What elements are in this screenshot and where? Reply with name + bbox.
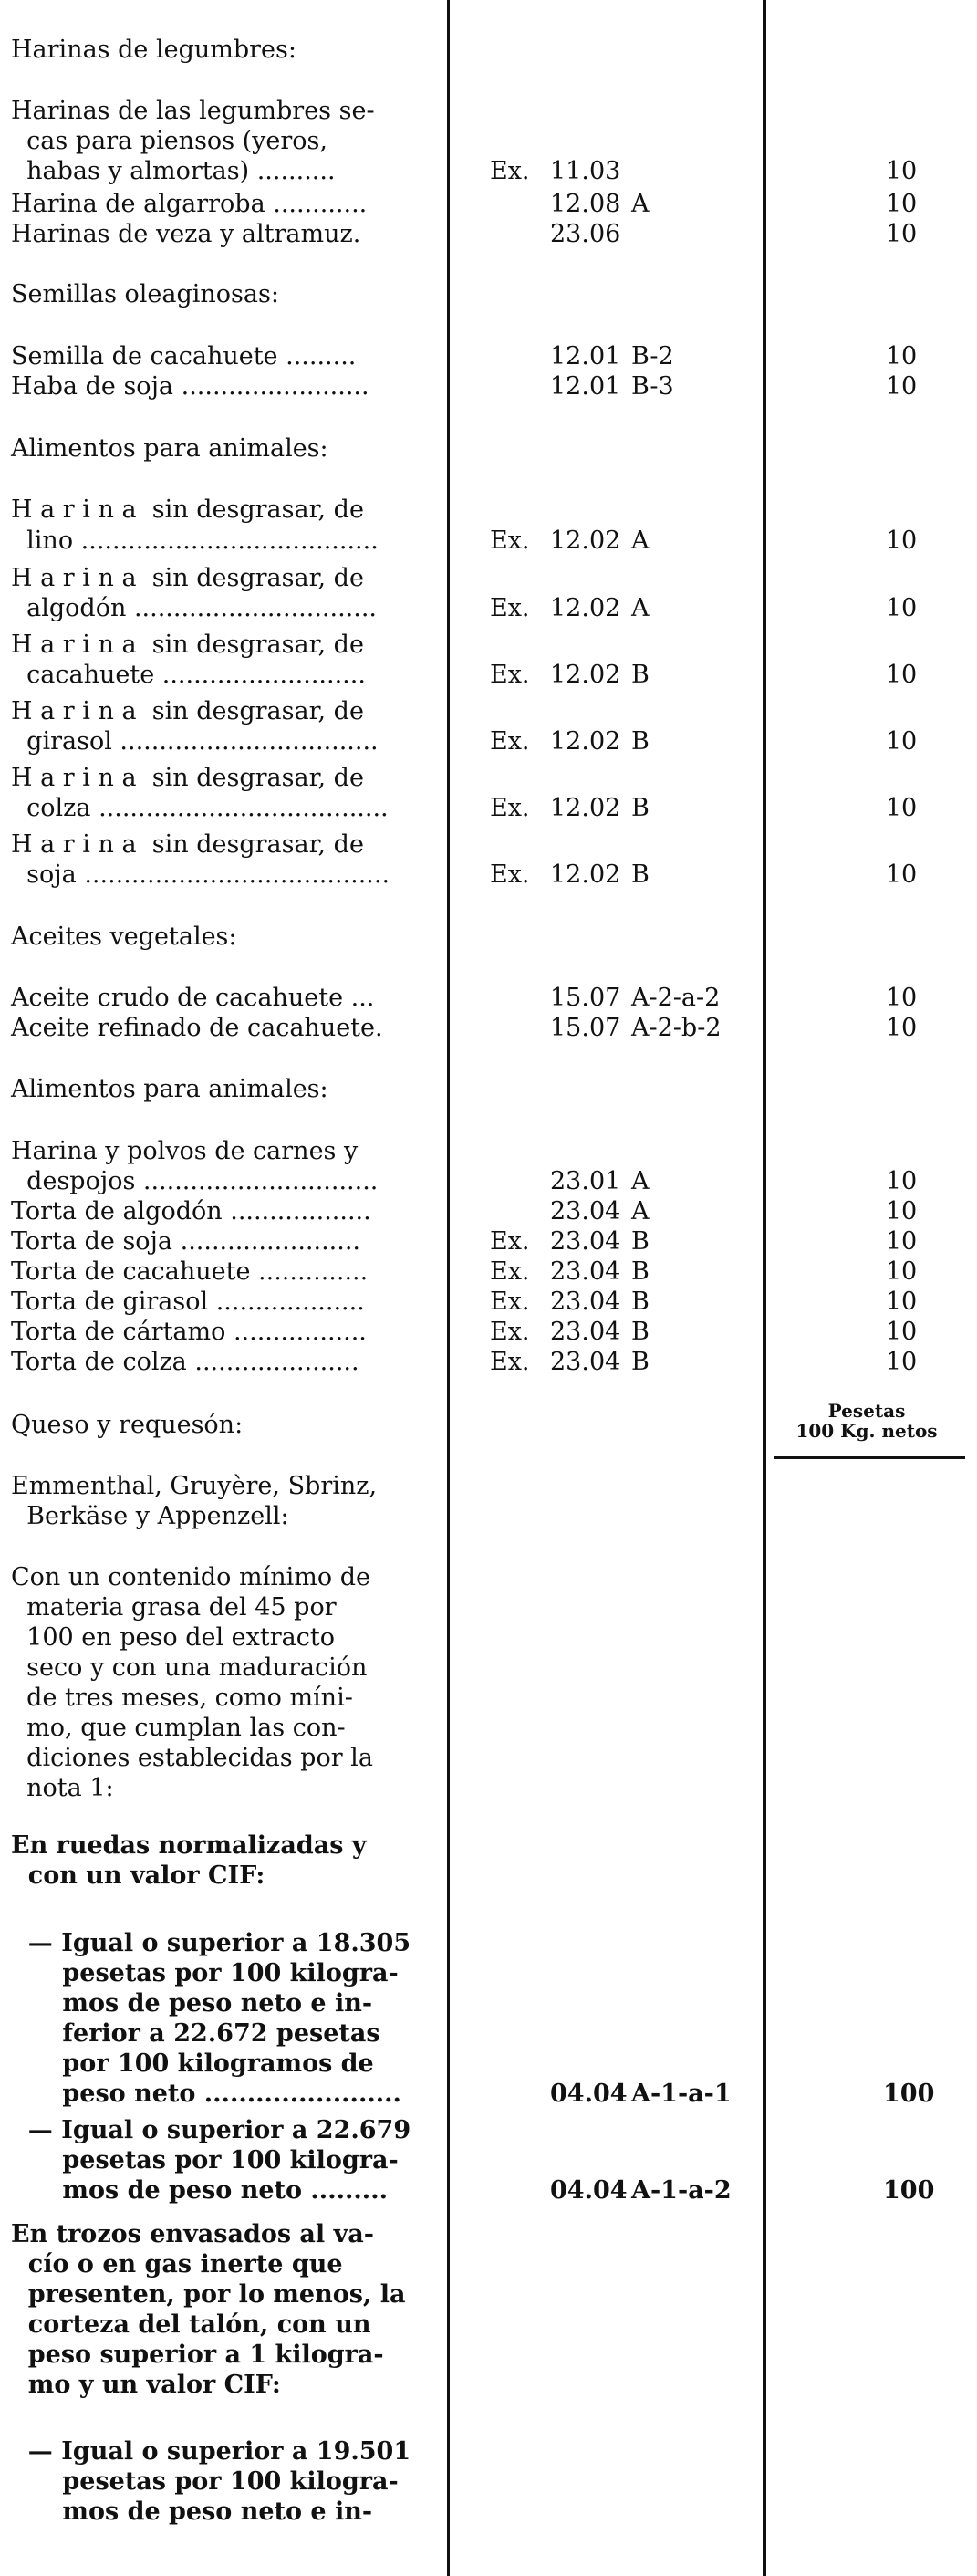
row-description: Emmenthal, Gruyère, Sbrinz, — [11, 1472, 378, 1500]
duty-rate: 10 — [885, 190, 918, 218]
row-description: Alimentos para animales: — [11, 434, 328, 463]
tariff-subcode: A — [631, 527, 650, 555]
row-description: seco y con una maduración — [11, 1653, 368, 1682]
row-description: Harina de algarroba ............ — [11, 190, 368, 218]
row-description: Torta de cártamo ................. — [11, 1318, 367, 1346]
duty-rate: 10 — [885, 1348, 918, 1376]
row-description: de tres meses, como míni- — [11, 1684, 353, 1712]
row-description: Aceite crudo de cacahuete ... — [11, 984, 375, 1012]
duty-rate: 10 — [885, 661, 918, 689]
unit-header-rule — [774, 1456, 965, 1459]
row-description: habas y almortas) .......... — [11, 157, 336, 185]
column-divider-right — [763, 0, 766, 2576]
tariff-subcode: B — [631, 1348, 650, 1376]
duty-rate: 10 — [885, 1197, 918, 1225]
row-description: Haba de soja ........................ — [11, 372, 369, 401]
row-description: peso superior a 1 kilogra- — [11, 2341, 384, 2369]
duty-rate: 10 — [885, 220, 918, 248]
tariff-code: 12.02 — [550, 794, 621, 822]
duty-rate: 10 — [885, 157, 918, 185]
row-description: Semilla de cacahuete ......... — [11, 342, 357, 370]
row-description: En trozos envasados al va- — [11, 2220, 374, 2248]
row-description: ferior a 22.672 pesetas — [11, 2019, 380, 2048]
tariff-subcode: B — [631, 727, 650, 756]
row-description: presenten, por lo menos, la — [11, 2280, 406, 2309]
row-description: H a r i n a sin desgrasar, de — [11, 564, 364, 592]
ex-marker: Ex. — [490, 727, 530, 756]
tariff-subcode: A — [631, 190, 650, 218]
row-description: En ruedas normalizadas y — [11, 1831, 367, 1860]
tariff-code: 12.01 — [550, 372, 621, 401]
duty-rate: 10 — [885, 860, 918, 889]
row-description: algodón ............................... — [11, 594, 378, 622]
tariff-subcode: A-2-b-2 — [631, 1014, 722, 1042]
tariff-subcode: B-3 — [631, 372, 674, 401]
ex-marker: Ex. — [490, 661, 530, 689]
row-description: girasol ................................. — [11, 727, 379, 756]
row-description: Semillas oleaginosas: — [11, 280, 279, 308]
row-description: mo y un valor CIF: — [11, 2371, 281, 2399]
row-description: por 100 kilogramos de — [11, 2049, 374, 2078]
row-description: cacahuete .......................... — [11, 661, 366, 689]
tariff-code: 11.03 — [550, 157, 621, 185]
ex-marker: Ex. — [490, 1288, 530, 1316]
ex-marker: Ex. — [490, 527, 530, 555]
row-description: Harinas de las legumbres se- — [11, 97, 375, 125]
unit-header-line1: Pesetas — [827, 1400, 906, 1422]
row-description: soja ....................................... — [11, 860, 390, 889]
row-description: — Igual o superior a 18.305 — [11, 1929, 411, 1957]
tariff-subcode: B — [631, 661, 650, 689]
tariff-subcode: A — [631, 594, 650, 622]
row-description: colza ..................................... — [11, 794, 389, 822]
row-description: pesetas por 100 kilogra- — [11, 2467, 399, 2496]
tariff-subcode: B — [631, 1288, 650, 1316]
row-description: Torta de soja ....................... — [11, 1227, 361, 1256]
ex-marker: Ex. — [490, 1257, 530, 1286]
row-description: peso neto ....................... — [11, 2080, 401, 2108]
row-description: — Igual o superior a 22.679 — [11, 2116, 411, 2144]
tariff-code: 04.04 — [550, 2080, 628, 2108]
row-description: cío o en gas inerte que — [11, 2250, 343, 2279]
row-description: Torta de algodón .................. — [11, 1197, 371, 1225]
row-description: Queso y requesón: — [11, 1411, 244, 1439]
tariff-code: 12.02 — [550, 860, 621, 889]
row-description: Con un contenido mínimo de — [11, 1563, 370, 1591]
ex-marker: Ex. — [490, 1348, 530, 1376]
ex-marker: Ex. — [490, 1227, 530, 1256]
row-description: Torta de girasol ................... — [11, 1288, 365, 1316]
tariff-code: 12.01 — [550, 342, 621, 370]
row-description: materia grasa del 45 por — [11, 1593, 337, 1622]
tariff-code: 12.02 — [550, 661, 621, 689]
ex-marker: Ex. — [490, 794, 530, 822]
duty-rate: 10 — [885, 594, 918, 622]
row-description: Torta de cacahuete .............. — [11, 1257, 369, 1286]
row-description: 100 en peso del extracto — [11, 1623, 335, 1652]
row-description: H a r i n a sin desgrasar, de — [11, 764, 364, 792]
tariff-subcode: B — [631, 794, 650, 822]
duty-rate: 10 — [885, 727, 918, 756]
ex-marker: Ex. — [490, 157, 530, 185]
row-description: Alimentos para animales: — [11, 1075, 328, 1103]
tariff-code: 15.07 — [550, 1014, 621, 1042]
tariff-code: 23.06 — [550, 220, 621, 248]
row-description: lino ...................................... — [11, 527, 379, 555]
tariff-code: 23.04 — [550, 1197, 621, 1225]
tariff-subcode: B — [631, 860, 650, 889]
column-divider-left — [447, 0, 450, 2576]
tariff-subcode: A — [631, 1167, 650, 1195]
tariff-code: 23.01 — [550, 1167, 621, 1195]
tariff-code: 23.04 — [550, 1288, 621, 1316]
row-description: mo, que cumplan las con- — [11, 1714, 346, 1742]
row-description: H a r i n a sin desgrasar, de — [11, 830, 364, 859]
row-description: H a r i n a sin desgrasar, de — [11, 631, 364, 659]
row-description: nota 1: — [11, 1774, 114, 1802]
tariff-code: 23.04 — [550, 1348, 621, 1376]
tariff-code: 12.02 — [550, 527, 621, 555]
tariff-subcode: B — [631, 1227, 650, 1256]
row-description: con un valor CIF: — [11, 1862, 265, 1890]
row-description: cas para piensos (yeros, — [11, 127, 327, 155]
tariff-subcode: B — [631, 1257, 650, 1286]
duty-rate: 100 — [883, 2080, 935, 2108]
row-description: mos de peso neto ......... — [11, 2176, 388, 2205]
tariff-subcode: A-2-a-2 — [631, 984, 721, 1012]
tariff-code: 15.07 — [550, 984, 621, 1012]
tariff-subcode: A — [631, 1197, 650, 1225]
duty-rate: 10 — [885, 1227, 918, 1256]
row-description: mos de peso neto e in- — [11, 1989, 373, 2018]
tariff-subcode: B — [631, 1318, 650, 1346]
ex-marker: Ex. — [490, 594, 530, 622]
row-description: Berkäse y Appenzell: — [11, 1502, 289, 1530]
tariff-code: 23.04 — [550, 1257, 621, 1286]
duty-rate: 10 — [885, 1167, 918, 1195]
tariff-code: 12.02 — [550, 727, 621, 756]
duty-rate: 10 — [885, 794, 918, 822]
row-description: Torta de colza ..................... — [11, 1348, 359, 1376]
tariff-code: 23.04 — [550, 1227, 621, 1256]
tariff-subcode: B-2 — [631, 342, 674, 370]
row-description: Harinas de legumbres: — [11, 36, 296, 64]
row-description: Aceites vegetales: — [11, 923, 237, 951]
row-description: pesetas por 100 kilogra- — [11, 2146, 399, 2174]
duty-rate: 10 — [885, 1014, 918, 1042]
tariff-code: 12.08 — [550, 190, 621, 218]
row-description: H a r i n a sin desgrasar, de — [11, 697, 364, 725]
row-description: Harinas de veza y altramuz. — [11, 220, 361, 248]
row-description: Harina y polvos de carnes y — [11, 1137, 359, 1165]
duty-rate: 10 — [885, 1257, 918, 1286]
duty-rate: 10 — [885, 1318, 918, 1346]
row-description: corteza del talón, con un — [11, 2310, 371, 2339]
row-description: despojos .............................. — [11, 1167, 379, 1195]
row-description: — Igual o superior a 19.501 — [11, 2437, 411, 2466]
row-description: diciones establecidas por la — [11, 1744, 373, 1772]
tariff-subcode: A-1-a-2 — [631, 2176, 732, 2205]
unit-header-line2: 100 Kg. netos — [795, 1420, 938, 1442]
row-description: H a r i n a sin desgrasar, de — [11, 495, 364, 524]
duty-rate: 10 — [885, 372, 918, 401]
ex-marker: Ex. — [490, 860, 530, 889]
row-description: Aceite refinado de cacahuete. — [11, 1014, 383, 1042]
duty-rate: 10 — [885, 984, 918, 1012]
tariff-code: 23.04 — [550, 1318, 621, 1346]
tariff-code: 04.04 — [550, 2176, 628, 2205]
duty-rate: 10 — [885, 1288, 918, 1316]
duty-rate: 10 — [885, 342, 918, 370]
unit-header — [775, 1401, 958, 1441]
ex-marker: Ex. — [490, 1318, 530, 1346]
duty-rate: 10 — [885, 527, 918, 555]
duty-rate: 100 — [883, 2176, 935, 2205]
row-description: mos de peso neto e in- — [11, 2498, 373, 2526]
tariff-code: 12.02 — [550, 594, 621, 622]
row-description: pesetas por 100 kilogra- — [11, 1959, 399, 1987]
tariff-subcode: A-1-a-1 — [631, 2080, 732, 2108]
